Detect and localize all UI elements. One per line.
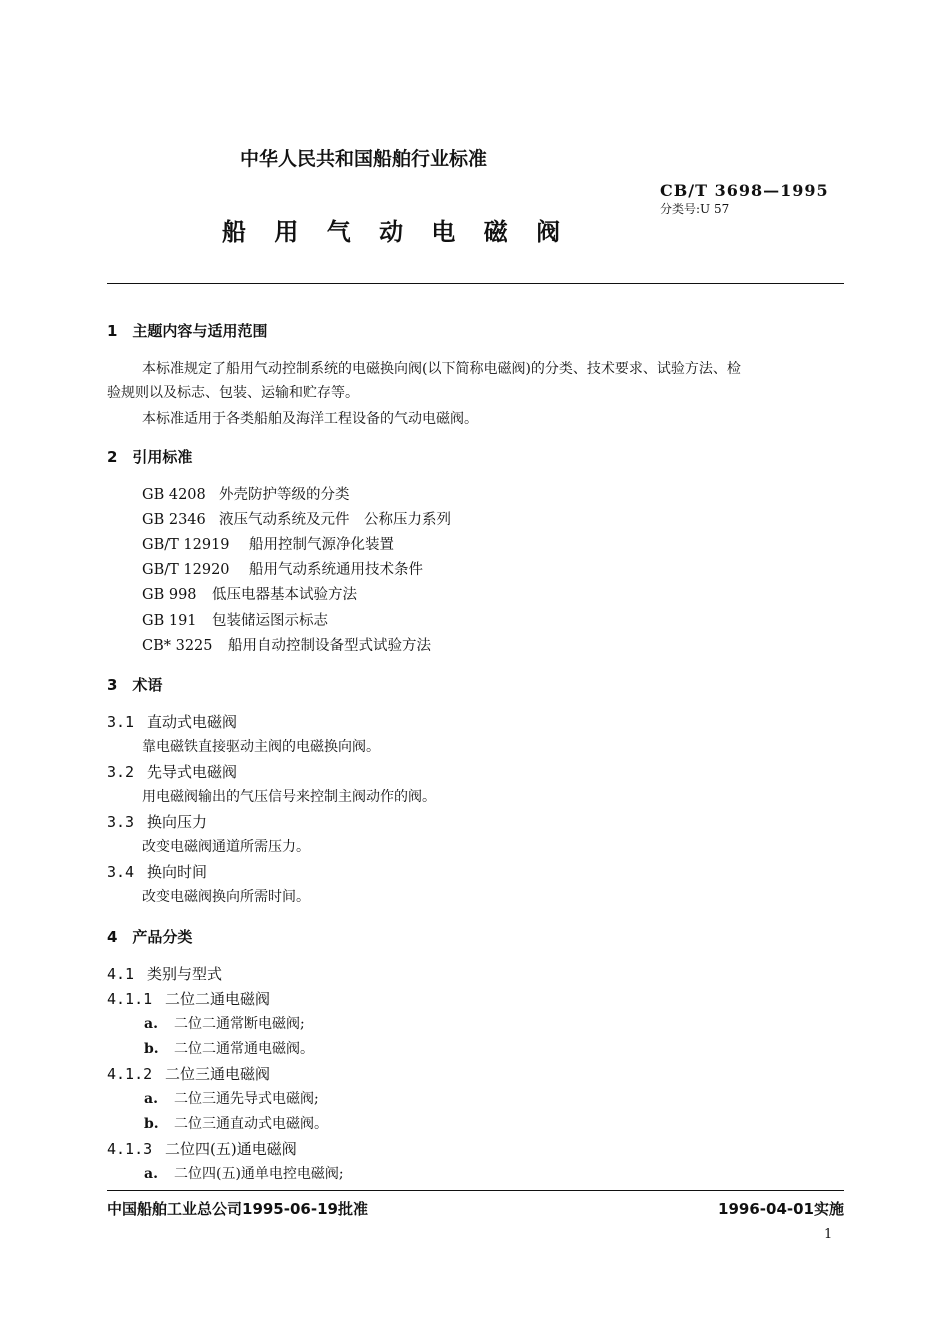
section-2-heading: 2 引用标准: [107, 448, 193, 466]
implementation-date: 1996-04-01实施: [718, 1200, 844, 1218]
standard-code: CB/T 3698—1995: [660, 181, 829, 200]
document-title: 船 用 气 动 电 磁 阀: [222, 218, 571, 246]
list-item: b. 二位三通直动式电磁阀。: [144, 1116, 328, 1132]
subsection-heading: 4.1 类别与型式: [107, 965, 223, 983]
subsection-heading: 4.1.1 二位二通电磁阀: [107, 990, 271, 1008]
term-definition: 改变电磁阀换向所需时间。: [142, 889, 310, 905]
reference-item: CB* 3225 船用自动控制设备型式试验方法: [142, 638, 431, 654]
page-number: 1: [824, 1227, 833, 1242]
section-3-heading: 3 术语: [107, 676, 163, 694]
section-1-paragraph-1b: 验规则以及标志、包装、运输和贮存等。: [107, 385, 359, 401]
issuing-agency: 中华人民共和国船舶行业标准: [240, 148, 488, 170]
term-heading: 3.4 换向时间: [107, 863, 208, 881]
list-item: a. 二位四(五)通单电控电磁阀;: [144, 1166, 344, 1182]
section-1-heading: 1 主题内容与适用范围: [107, 322, 268, 340]
section-1-paragraph-2: 本标准适用于各类船舶及海洋工程设备的气动电磁阀。: [142, 411, 478, 427]
term-heading: 3.3 换向压力: [107, 813, 208, 831]
reference-item: GB 4208 外壳防护等级的分类: [142, 487, 350, 503]
term-definition: 用电磁阀输出的气压信号来控制主阀动作的阀。: [142, 789, 436, 805]
reference-item: GB 2346 液压气动系统及元件 公称压力系列: [142, 512, 451, 528]
section-4-heading: 4 产品分类: [107, 928, 193, 946]
subsection-heading: 4.1.3 二位四(五)通电磁阀: [107, 1140, 297, 1158]
reference-item: GB 191 包装储运图示标志: [142, 613, 328, 629]
reference-item: GB/T 12920 船用气动系统通用技术条件: [142, 562, 423, 578]
section-1-paragraph-1a: 本标准规定了船用气动控制系统的电磁换向阀(以下简称电磁阀)的分类、技术要求、试验方法、检: [142, 361, 741, 377]
subsection-heading: 4.1.2 二位三通电磁阀: [107, 1065, 271, 1083]
term-heading: 3.2 先导式电磁阀: [107, 763, 238, 781]
term-definition: 改变电磁阀通道所需压力。: [142, 839, 310, 855]
reference-item: GB/T 12919 船用控制气源净化装置: [142, 537, 394, 553]
list-item: a. 二位三通先导式电磁阀;: [144, 1091, 319, 1107]
term-heading: 3.1 直动式电磁阀: [107, 713, 238, 731]
list-item: a. 二位二通常断电磁阀;: [144, 1016, 305, 1032]
approval-statement: 中国船舶工业总公司1995-06-19批准: [107, 1200, 368, 1218]
term-definition: 靠电磁铁直接驱动主阀的电磁换向阀。: [142, 739, 380, 755]
header-divider: [107, 283, 844, 284]
footer-divider: [107, 1190, 844, 1191]
classification-number: 分类号:U 57: [660, 202, 730, 216]
list-item: b. 二位二通常通电磁阀。: [144, 1041, 314, 1057]
reference-item: GB 998 低压电器基本试验方法: [142, 587, 357, 603]
